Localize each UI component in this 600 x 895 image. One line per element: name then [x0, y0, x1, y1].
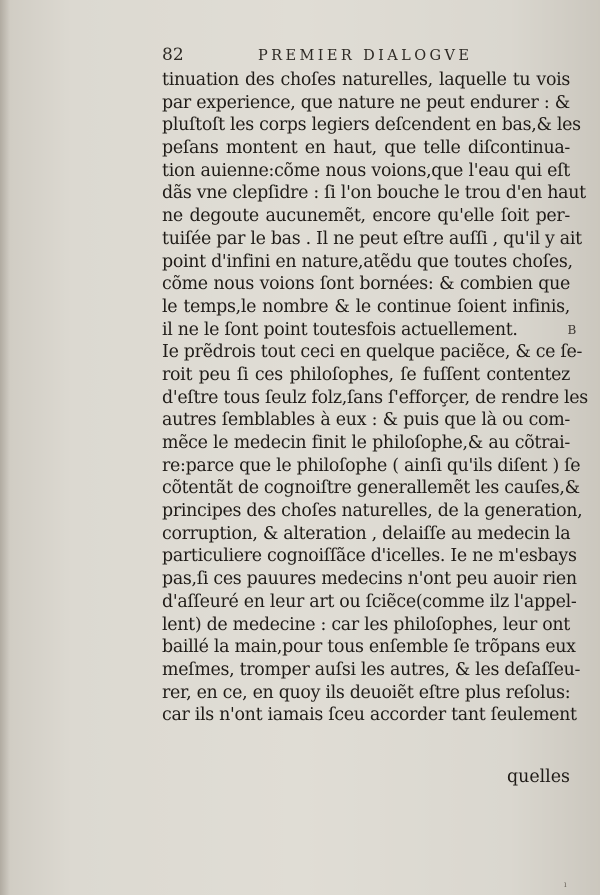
text-line: baillé la main,pour tous enſemble ſe trõpans eux — [162, 637, 576, 658]
text-line: tion auienne:cõme nous voions,que l'eau qui eſt — [162, 160, 570, 181]
margin-letter: B — [567, 322, 576, 337]
text-line: le temps,le nombre & le continue ſoient infinis, — [162, 296, 570, 317]
text-line: principes des choſes naturelles, de la generation, — [162, 501, 583, 522]
text-line: cõme nous voions ſont bornées: & combien que — [162, 274, 570, 295]
text-line-with-margin — [162, 319, 576, 342]
running-head — [162, 44, 562, 68]
running-title: PREMIER DIALOGVE — [258, 48, 473, 64]
text-line: tuiſée par le bas . Il ne peut eſtre auſſi , qu'il y ait — [162, 228, 582, 249]
text-line: roit peu ſi ces philoſophes, ſe fuſſent contentez — [162, 364, 570, 385]
text-line: particuliere cognoiſſãce d'icelles. Ie ne m'esbays — [162, 546, 577, 567]
text-line: peſans montent en haut, que telle diſcontinua- — [162, 138, 570, 159]
text-line: autres ſemblables à eux : & puis que là ou com- — [162, 410, 570, 431]
text-line: pas,ſi ces pauures medecins n'ont peu auoir rien — [162, 569, 577, 590]
text-line: corruption, & alteration , delaiſſe au medecin la — [162, 523, 571, 544]
text-line: lent) de medecine : car les philoſophes, leur ont — [162, 614, 570, 635]
text-line: re:parce que le philoſophe ( ainſi qu'ils diſent ) ſe — [162, 455, 581, 476]
page-number: 82 — [162, 45, 184, 65]
body-text — [162, 69, 588, 727]
text-line: Ie prẽdrois tout ceci en quelque paciẽce, & ce ſe- — [162, 342, 583, 363]
text-line-content: il ne le ſont point toutesfois actuellement. — [162, 319, 518, 340]
text-line: d'eſtre tous ſeulz folz,ſans ſ'efforçer, de rendre les — [162, 387, 588, 408]
catchword: quelles — [507, 767, 570, 787]
text-line: dãs vne clepſidre : ſi l'on bouche le trou d'en haut — [162, 183, 586, 204]
text-line: rer, en ce, en quoy ils deuoiẽt eſtre plus reſolus: — [162, 682, 571, 703]
text-line: tinuation des choſes naturelles, laquelle tu vois — [162, 70, 570, 90]
text-line: cõtentãt de cognoiſtre generallemẽt les cauſes,& — [162, 478, 580, 499]
text-line: par experience, que nature ne peut endurer : & — [162, 92, 570, 113]
corner-mark: ı — [564, 880, 567, 889]
text-line: mẽce le medecin finit le philoſophe,& au cõtrai- — [162, 433, 570, 453]
text-line: car ils n'ont iamais ſceu accorder tant ſeulement — [162, 705, 577, 726]
text-line: point d'infini en nature,atẽdu que toutes choſes, — [162, 251, 573, 272]
text-line: ne degoute aucunemẽt, encore qu'elle ſoit per- — [162, 206, 570, 227]
text-line: meſmes, tromper auſsi les autres, & les deſaſſeu- — [162, 659, 581, 680]
text-line: d'aſſeuré en leur art ou ſciẽce(comme ilz l'appel- — [162, 591, 577, 612]
text-line: pluſtoſt les corps legiers deſcendent en bas,& les — [162, 115, 581, 136]
